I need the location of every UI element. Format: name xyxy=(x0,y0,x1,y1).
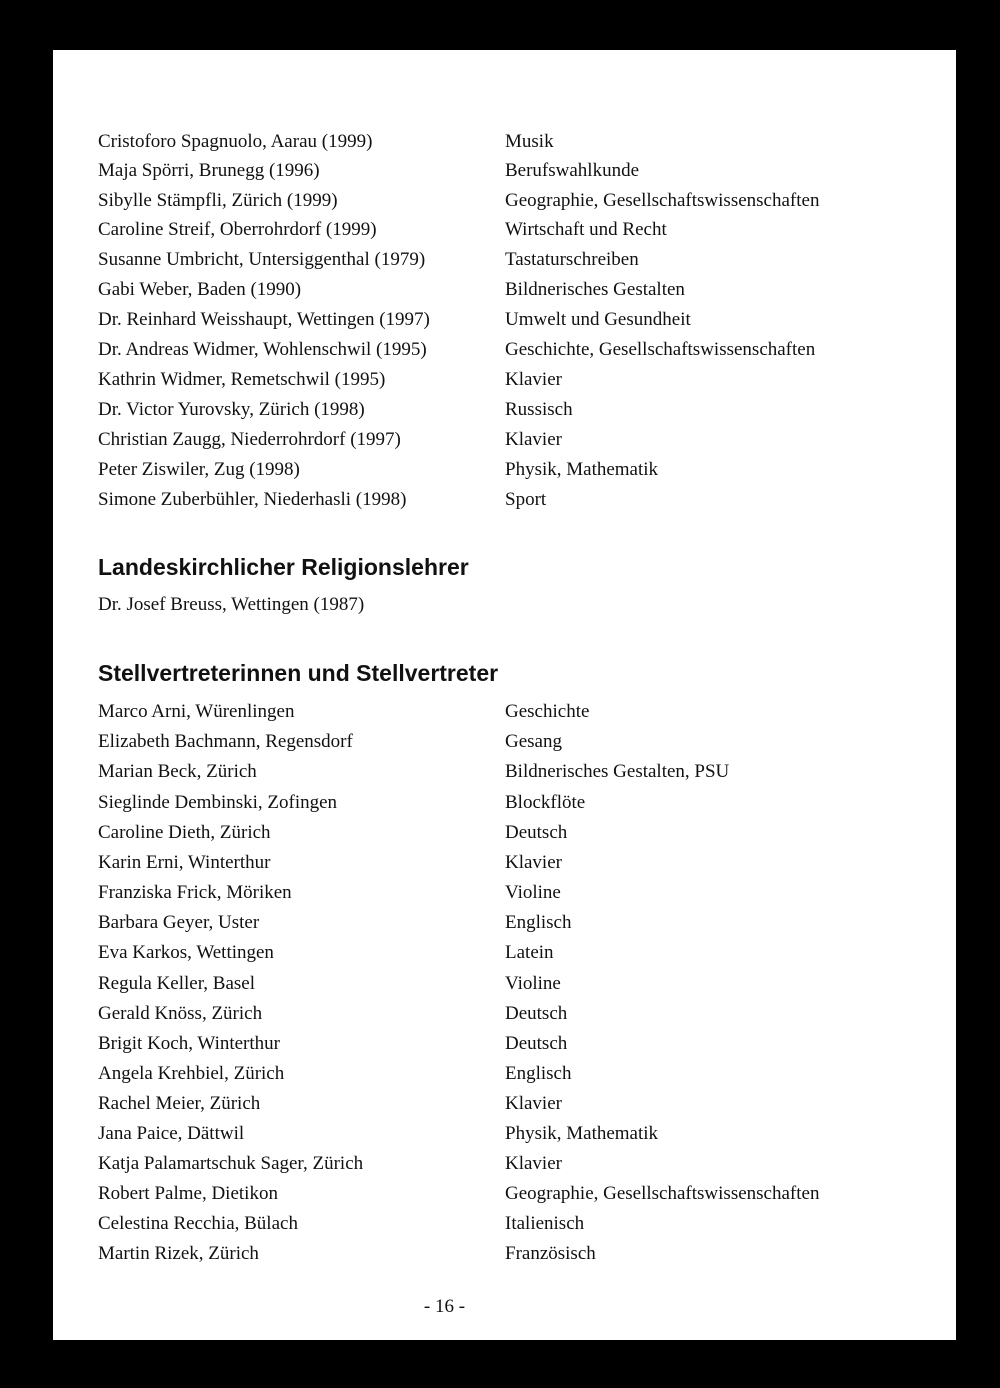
list-item xyxy=(98,335,918,365)
teacher-subject: Klavier xyxy=(505,369,562,390)
substitute-subject: Violine xyxy=(505,973,561,994)
list-item xyxy=(98,1179,918,1209)
teacher-name: Caroline Streif, Oberrohrdorf (1999) xyxy=(98,219,377,240)
section-heading-religion: Landeskirchlicher Religionslehrer xyxy=(98,554,469,580)
list-item xyxy=(98,848,918,878)
substitute-subject: Klavier xyxy=(505,1153,562,1174)
substitute-subject: Französisch xyxy=(505,1243,596,1264)
list-item xyxy=(98,1149,918,1179)
teacher-subject: Musik xyxy=(505,131,554,152)
substitute-name: Sieglinde Dembinski, Zofingen xyxy=(98,792,338,813)
page-number: - 16 - xyxy=(423,1296,466,1317)
teacher-name: Gabi Weber, Baden (1990) xyxy=(98,279,302,300)
list-item xyxy=(98,245,918,275)
substitute-subject: Italienisch xyxy=(505,1213,585,1234)
list-item xyxy=(98,215,918,245)
substitute-name: Rachel Meier, Zürich xyxy=(98,1093,261,1114)
substitute-subject: Englisch xyxy=(505,1063,572,1084)
list-item xyxy=(98,305,918,335)
substitute-name: Marian Beck, Zürich xyxy=(98,761,257,782)
substitute-subject: Latein xyxy=(505,942,554,963)
substitute-subject: Violine xyxy=(505,882,561,903)
substitute-name: Jana Paice, Dättwil xyxy=(98,1123,245,1144)
substitute-subject: Klavier xyxy=(505,1093,562,1114)
list-item xyxy=(98,1209,918,1239)
substitute-subject: Deutsch xyxy=(505,1003,568,1024)
list-item xyxy=(98,1239,918,1269)
teacher-name: Dr. Reinhard Weisshaupt, Wettingen (1997) xyxy=(98,309,430,330)
list-item xyxy=(98,999,918,1029)
teacher-name: Cristoforo Spagnuolo, Aarau (1999) xyxy=(98,131,373,152)
list-item xyxy=(98,1089,918,1119)
list-item xyxy=(98,697,918,727)
list-item xyxy=(98,727,918,757)
substitute-subject: Gesang xyxy=(505,731,562,752)
section-heading-substitutes: Stellvertreterinnen und Stellvertreter xyxy=(98,660,499,686)
teacher-subject: Geographie, Gesellschaftswissenschaften xyxy=(505,190,820,211)
substitute-name: Regula Keller, Basel xyxy=(98,973,255,994)
list-item xyxy=(98,788,918,818)
teacher-subject: Sport xyxy=(505,489,547,510)
list-item xyxy=(98,1029,918,1059)
substitute-name: Eva Karkos, Wettingen xyxy=(98,942,274,963)
substitute-name: Karin Erni, Winterthur xyxy=(98,852,271,873)
teacher-subject: Umwelt und Gesundheit xyxy=(505,309,691,330)
list-item xyxy=(98,425,918,455)
substitute-subject: Deutsch xyxy=(505,1033,568,1054)
substitute-subject: Deutsch xyxy=(505,822,568,843)
list-item xyxy=(98,395,918,425)
teacher-name: Dr. Victor Yurovsky, Zürich (1998) xyxy=(98,399,365,420)
list-item xyxy=(98,127,918,157)
list-item xyxy=(98,365,918,395)
teacher-subject: Klavier xyxy=(505,429,562,450)
list-item xyxy=(98,757,918,787)
list-item xyxy=(98,1119,918,1149)
substitute-name: Brigit Koch, Winterthur xyxy=(98,1033,280,1054)
document-page xyxy=(53,50,956,1340)
substitute-name: Angela Krehbiel, Zürich xyxy=(98,1063,285,1084)
substitute-name: Celestina Recchia, Bülach xyxy=(98,1213,298,1234)
teacher-subject: Geschichte, Gesellschaftswissenschaften xyxy=(505,339,816,360)
list-item xyxy=(98,156,918,186)
teacher-name: Peter Ziswiler, Zug (1998) xyxy=(98,459,300,480)
substitute-subject: Geschichte xyxy=(505,701,590,722)
substitute-name: Marco Arni, Würenlingen xyxy=(98,701,295,722)
teacher-name: Simone Zuberbühler, Niederhasli (1998) xyxy=(98,489,407,510)
teacher-name: Susanne Umbricht, Untersiggenthal (1979) xyxy=(98,249,426,270)
substitute-subject: Physik, Mathematik xyxy=(505,1123,659,1144)
list-item xyxy=(98,818,918,848)
teacher-name: Dr. Andreas Widmer, Wohlenschwil (1995) xyxy=(98,339,427,360)
teacher-subject: Russisch xyxy=(505,399,573,420)
teacher-subject: Wirtschaft und Recht xyxy=(505,219,667,240)
teacher-subject: Physik, Mathematik xyxy=(505,459,659,480)
substitute-subject: Klavier xyxy=(505,852,562,873)
list-item xyxy=(98,938,918,968)
list-item xyxy=(98,455,918,485)
list-item xyxy=(98,485,918,515)
substitute-subject: Bildnerisches Gestalten, PSU xyxy=(505,761,730,782)
substitute-name: Barbara Geyer, Uster xyxy=(98,912,260,933)
list-item xyxy=(98,1059,918,1089)
religion-teacher-entry: Dr. Josef Breuss, Wettingen (1987) xyxy=(98,594,365,615)
substitute-name: Gerald Knöss, Zürich xyxy=(98,1003,263,1024)
list-item xyxy=(98,186,918,216)
substitute-name: Robert Palme, Dietikon xyxy=(98,1183,278,1204)
substitute-subject: Geographie, Gesellschaftswissenschaften xyxy=(505,1183,820,1204)
substitute-subject: Blockflöte xyxy=(505,792,586,813)
teacher-name: Sibylle Stämpfli, Zürich (1999) xyxy=(98,190,338,211)
list-item xyxy=(98,878,918,908)
teacher-subject: Berufswahlkunde xyxy=(505,160,640,181)
teacher-name: Kathrin Widmer, Remetschwil (1995) xyxy=(98,369,386,390)
teacher-name: Maja Spörri, Brunegg (1996) xyxy=(98,160,320,181)
teacher-name: Christian Zaugg, Niederrohrdorf (1997) xyxy=(98,429,401,450)
list-item xyxy=(98,908,918,938)
substitute-name: Elizabeth Bachmann, Regensdorf xyxy=(98,731,353,752)
substitute-subject: Englisch xyxy=(505,912,572,933)
teacher-subject: Bildnerisches Gestalten xyxy=(505,279,685,300)
substitute-name: Franziska Frick, Möriken xyxy=(98,882,292,903)
substitute-name: Katja Palamartschuk Sager, Zürich xyxy=(98,1153,364,1174)
substitute-name: Caroline Dieth, Zürich xyxy=(98,822,271,843)
substitute-name: Martin Rizek, Zürich xyxy=(98,1243,259,1264)
teacher-subject: Tastaturschreiben xyxy=(505,249,639,270)
list-item xyxy=(98,275,918,305)
list-item xyxy=(98,969,918,999)
